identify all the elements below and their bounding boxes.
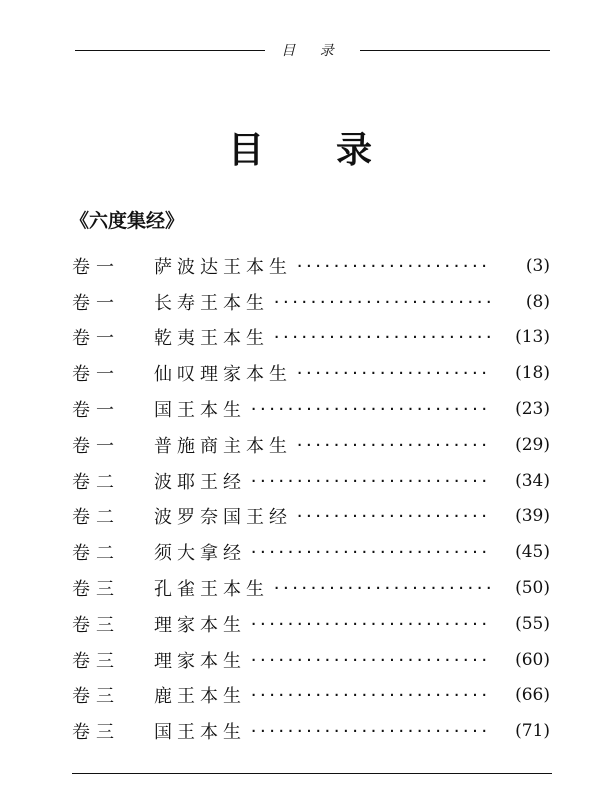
toc-title: 波耶王经 xyxy=(154,471,246,493)
toc-entry xyxy=(72,463,550,499)
toc-title: 萨波达王本生 xyxy=(154,256,292,278)
toc-entry xyxy=(72,391,550,427)
toc-entry xyxy=(72,284,550,320)
header-rule-left xyxy=(75,50,265,51)
toc-page-number: (3) xyxy=(525,255,550,276)
toc-title: 普施商主本生 xyxy=(154,435,292,457)
toc-page-number: (8) xyxy=(525,291,550,312)
toc-entry xyxy=(72,713,550,749)
toc-entry xyxy=(72,248,550,284)
toc-title: 理家本生 xyxy=(154,650,246,672)
toc-entry xyxy=(72,499,550,535)
toc-volume: 卷一 xyxy=(72,328,120,350)
toc-leader-dots xyxy=(273,330,492,344)
running-title: 目 录 xyxy=(281,43,344,59)
toc-leader-dots xyxy=(250,724,492,738)
toc-page-number: (29) xyxy=(515,434,550,455)
toc-page-number: (66) xyxy=(515,685,550,706)
toc-volume: 卷一 xyxy=(72,256,120,278)
toc-leader-dots xyxy=(250,474,492,488)
toc-page-number: (23) xyxy=(515,399,550,420)
toc-title: 长寿王本生 xyxy=(154,292,269,314)
toc-title: 波罗奈国王经 xyxy=(154,507,292,529)
footer-rule xyxy=(72,773,552,774)
toc-title: 乾夷王本生 xyxy=(154,328,269,350)
toc-volume: 卷一 xyxy=(72,435,120,457)
toc-entry xyxy=(72,534,550,570)
toc-leader-dots xyxy=(250,545,492,559)
toc-entry xyxy=(72,642,550,678)
toc-entry xyxy=(72,678,550,714)
toc-entry xyxy=(72,320,550,356)
toc-title: 孔雀王本生 xyxy=(154,579,269,601)
toc-leader-dots xyxy=(273,581,492,595)
toc-title: 国王本生 xyxy=(154,722,246,744)
toc-leader-dots xyxy=(250,653,492,667)
toc-entry xyxy=(72,355,550,391)
toc-page-number: (34) xyxy=(515,470,550,491)
toc-volume: 卷二 xyxy=(72,543,120,565)
page-title: 目录 xyxy=(227,130,444,171)
toc-title: 仙叹理家本生 xyxy=(154,364,292,386)
toc-volume: 卷一 xyxy=(72,364,120,386)
toc-page-number: (60) xyxy=(515,649,550,670)
toc-entry xyxy=(72,606,550,642)
toc-volume: 卷三 xyxy=(72,579,120,601)
toc-volume: 卷三 xyxy=(72,614,120,636)
toc-leader-dots xyxy=(250,688,492,702)
toc-leader-dots xyxy=(273,295,492,309)
toc-leader-dots xyxy=(296,509,492,523)
toc-leader-dots xyxy=(296,438,492,452)
toc-entry xyxy=(72,570,550,606)
table-of-contents xyxy=(72,248,550,749)
section-title: 《六度集经》 xyxy=(70,210,185,232)
toc-volume: 卷三 xyxy=(72,722,120,744)
toc-volume: 卷二 xyxy=(72,507,120,529)
toc-title: 须大拿经 xyxy=(154,543,246,565)
toc-volume: 卷二 xyxy=(72,471,120,493)
toc-page-number: (39) xyxy=(515,506,550,527)
toc-volume: 卷一 xyxy=(72,292,120,314)
toc-leader-dots xyxy=(296,259,492,273)
toc-leader-dots xyxy=(250,617,492,631)
header-rule-right xyxy=(360,50,550,51)
toc-volume: 卷三 xyxy=(72,650,120,672)
toc-volume: 卷一 xyxy=(72,400,120,422)
toc-entry xyxy=(72,427,550,463)
toc-title: 理家本生 xyxy=(154,614,246,636)
toc-volume: 卷三 xyxy=(72,686,120,708)
toc-page-number: (55) xyxy=(515,613,550,634)
running-header xyxy=(75,38,550,62)
toc-leader-dots xyxy=(296,366,492,380)
toc-page-number: (71) xyxy=(515,721,550,742)
toc-page-number: (50) xyxy=(515,578,550,599)
toc-page-number: (18) xyxy=(515,363,550,384)
toc-leader-dots xyxy=(250,402,492,416)
toc-title: 鹿王本生 xyxy=(154,686,246,708)
toc-page-number: (45) xyxy=(515,542,550,563)
toc-page-number: (13) xyxy=(515,327,550,348)
toc-title: 国王本生 xyxy=(154,400,246,422)
